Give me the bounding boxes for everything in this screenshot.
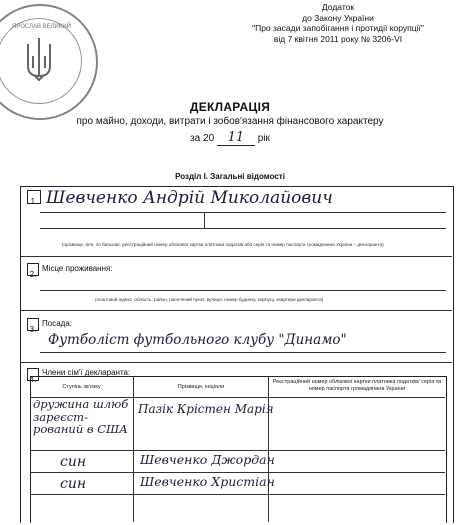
annex-note — [228, 2, 448, 44]
section-separator — [20, 256, 452, 257]
annex-line: від 7 квітня 2011 року № 3206-VI — [273, 33, 403, 44]
declarant-name: Шевченко Андрій Миколайович — [46, 188, 333, 208]
section-separator — [20, 362, 452, 363]
field-number-box — [27, 318, 39, 334]
table-row-line — [30, 450, 445, 451]
field-number: 1. — [30, 197, 38, 206]
underline — [40, 352, 446, 353]
field-number: 4. — [29, 375, 37, 384]
table-row-line — [30, 494, 445, 495]
annex-line: Додаток — [321, 2, 355, 12]
field2-label: Місце проживання: — [42, 264, 113, 273]
field3-label: Посада: — [42, 319, 72, 328]
underline — [40, 212, 446, 213]
family-relation: дружина шлюб зареєст- рований в США — [33, 397, 129, 436]
column-header-name: Прізвище, ініціали — [177, 384, 225, 390]
family-relation: син — [60, 476, 87, 492]
document-title: ДЕКЛАРАЦІЯ — [189, 100, 271, 114]
year-value: 11 — [227, 130, 245, 145]
annex-line: до Закону України — [302, 12, 374, 23]
field4-label: Члени сім'ї декларанта: — [42, 368, 131, 377]
year-prefix: за 20 — [190, 133, 215, 144]
position-value: Футболіст футбольного клубу "Динамо" — [48, 332, 347, 348]
field1-caption: (прізвище, ім'я, по батькові, реєстраційний номер облікової картки платника податків або серія та номер паспорта громадянина України – декларанта) — [62, 242, 384, 247]
section-separator — [20, 310, 452, 311]
divider — [204, 213, 205, 228]
family-name: Шевченко Христіан — [140, 474, 275, 489]
field-number: 3. — [29, 325, 37, 334]
family-name: Пазік Крістен Марія — [138, 402, 274, 416]
field-number-box — [27, 263, 39, 279]
field-number-box — [27, 190, 41, 204]
annex-line: "Про засади запобігання і протидії корупції" — [252, 23, 424, 33]
table-row-line — [30, 472, 445, 473]
family-name: Шевченко Джордан — [140, 452, 275, 467]
seal-text: ЯРОСЛАВ ВЕЛИКИЙ — [12, 24, 71, 30]
underline — [40, 290, 446, 291]
family-relation: син — [60, 454, 87, 470]
document-subtitle: про майно, доходи, витрати і зобов'язання фінансового характеру — [76, 116, 384, 127]
declaration-year — [0, 130, 460, 146]
field-number: 2. — [29, 270, 37, 279]
column-header-relation: Ступінь зв'язку — [62, 384, 101, 390]
field2-caption: (поштовий індекс, область, район, населений пункт, вулиця, номер будинку, корпусу, квартири декларанта) — [95, 297, 324, 302]
underline — [40, 228, 446, 229]
trident-icon — [22, 36, 56, 82]
year-suffix: рік — [257, 133, 270, 144]
section-title: Розділ І. Загальні відомості — [175, 172, 285, 181]
column-header-id: Реєстраційний номер облікової картки платника податків/ серія та номер паспорта громадянина України — [272, 379, 442, 392]
